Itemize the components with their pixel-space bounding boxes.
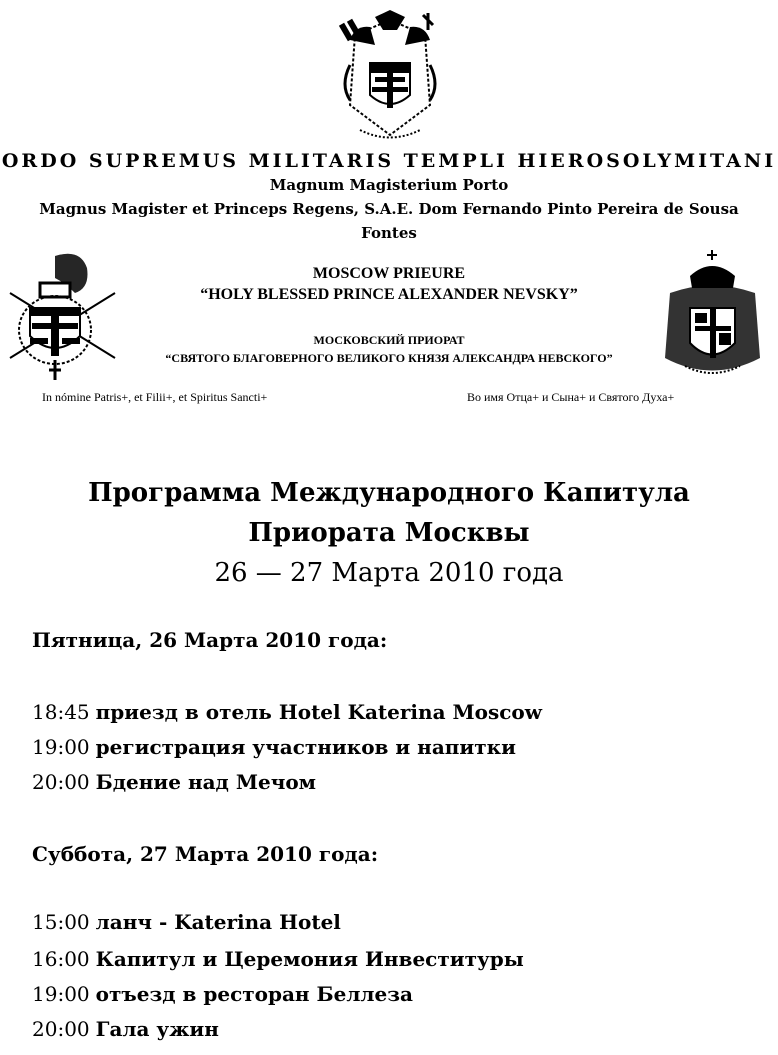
schedule-item <box>32 947 524 971</box>
grand-master-line: Magnus Magister et Princeps Regens, S.A.E. Dom Fernando Pinto Pereira de Sousa <box>39 200 739 218</box>
item-text: отъезд в ресторан Беллеза <box>95 982 413 1006</box>
item-time: 15:00 <box>32 910 90 934</box>
schedule-item <box>32 770 316 794</box>
invocation-latin: In nómine Patris+, et Filii+, et Spiritus Sancti+ <box>42 390 268 404</box>
item-text: Гала ужин <box>95 1017 219 1041</box>
program-title-line2: Приората Москвы <box>248 518 530 548</box>
item-time: 18:45 <box>32 700 90 724</box>
item-text: Капитул и Церемония Инвеституры <box>95 947 524 971</box>
item-time: 20:00 <box>32 1017 90 1041</box>
schedule-item <box>32 700 542 724</box>
item-time: 19:00 <box>32 982 90 1006</box>
prieure-name-ru: МОСКОВСКИЙ ПРИОРАТ <box>313 333 465 347</box>
schedule-item <box>32 1017 219 1041</box>
item-text: Бдение над Мечом <box>95 770 317 794</box>
coat-of-arms-icon <box>335 5 445 145</box>
day-heading-friday: Пятница, 26 Марта 2010 года: <box>32 628 388 652</box>
item-text: ланч - Katerina Hotel <box>95 910 341 934</box>
item-time: 16:00 <box>32 947 90 971</box>
schedule-item <box>32 910 341 934</box>
program-title-dates: 26 — 27 Марта 2010 года <box>214 558 564 588</box>
schedule-item <box>32 982 413 1006</box>
order-title: ORDO SUPREMUS MILITARIS TEMPLI HIEROSOLYMITANI <box>1 150 777 172</box>
prieure-dedication-ru: “СВЯТОГО БЛАГОВЕРНОГО ВЕЛИКОГО КНЯЗЯ АЛЕКСАНДРА НЕВСКОГО” <box>165 351 613 365</box>
item-text: регистрация участников и напитки <box>95 735 516 759</box>
schedule-item <box>32 735 516 759</box>
prieure-name-en: MOSCOW PRIEURE <box>312 265 466 282</box>
magisterium-line: Magnum Magisterium Porto <box>269 176 509 194</box>
invocation-russian: Во имя Отца+ и Сына+ и Святого Духа+ <box>467 390 675 404</box>
item-text: приезд в отель Hotel Katerina Moscow <box>95 700 542 724</box>
prieure-dedication-en: “HOLY BLESSED PRINCE ALEXANDER NEVSKY” <box>200 286 578 303</box>
item-time: 20:00 <box>32 770 90 794</box>
day-heading-saturday: Суббота, 27 Марта 2010 года: <box>32 842 379 866</box>
item-time: 19:00 <box>32 735 90 759</box>
program-title-line1: Программа Международного Капитула <box>88 478 690 508</box>
grand-master-line-cont: Fontes <box>361 224 417 242</box>
